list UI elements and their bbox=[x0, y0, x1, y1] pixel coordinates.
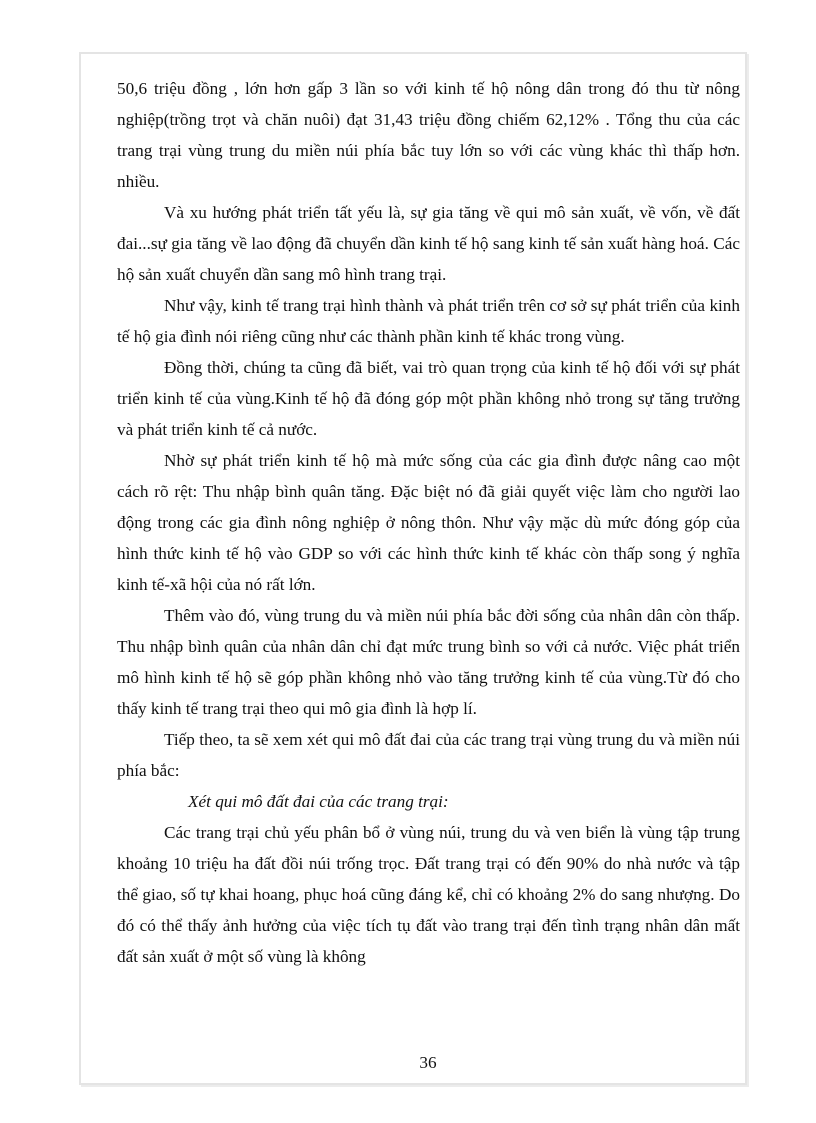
section-subheading: Xét qui mô đất đai của các trang trại: bbox=[188, 792, 449, 811]
paragraph-continued: 50,6 triệu đồng , lớn hơn gấp 3 lần so với kinh tế hộ nông dân trong đó thu từ nông nghiệp(trồng trọt và chăn nuôi) đạt 31,43 triệu đồng chiếm 62,12% . Tổng thu của các trang trại vùng trung du miền núi phía bắc tuy lớn so với các vùng khác thì thấp hơn. nhiều. bbox=[117, 79, 740, 191]
page-body bbox=[117, 73, 740, 972]
paragraph: Và xu hướng phát triển tất yếu là, sự gia tăng về qui mô sản xuất, về vốn, về đất đai...sự gia tăng về lao động đã chuyển dần kinh tế hộ sang kinh tế sản xuất hàng hoá. Các hộ sản xuất chuyển dần sang mô hình trang trại. bbox=[117, 203, 740, 284]
paragraph: Các trang trại chủ yếu phân bổ ở vùng núi, trung du và ven biển là vùng tập trung khoảng 10 triệu ha đất đồi núi trống trọc. Đất trang trại có đến 90% do nhà nước và tập thể giao, số tự khai hoang, phục hoá cũng đáng kể, chỉ có khoảng 2% do sang nhượng. Do đó có thể thấy ảnh hưởng của việc tích tụ đất vào trang trại đến tình trạng nhân dân mất đất sản xuất ở một số vùng là không bbox=[117, 823, 740, 966]
paragraph: Như vậy, kinh tế trang trại hình thành và phát triển trên cơ sở sự phát triển của kinh tế hộ gia đình nói riêng cũng như các thành phần kinh tế khác trong vùng. bbox=[117, 296, 740, 346]
page-number: 36 bbox=[419, 1053, 437, 1072]
paragraph: Nhờ sự phát triển kinh tế hộ mà mức sống của các gia đình được nâng cao một cách rõ rệt: Thu nhập bình quân tăng. Đặc biệt nó đã giải quyết việc làm cho người lao động trong các gia đình nông nghiệp ở nông thôn. Như vậy mặc dù mức đóng góp của hình thức kinh tế hộ vào GDP so với các hình thức kinh tế khác còn thấp song ý nghĩa kinh tế-xã hội của nó rất lớn. bbox=[117, 451, 740, 594]
paragraph: Đồng thời, chúng ta cũng đã biết, vai trò quan trọng của kinh tế hộ đối với sự phát triển kinh tế của vùng.Kinh tế hộ đã đóng góp một phần không nhỏ trong sự tăng trưởng và phát triển kinh tế cả nước. bbox=[117, 358, 740, 439]
paragraph: Thêm vào đó, vùng trung du và miền núi phía bắc đời sống của nhân dân còn thấp. Thu nhập bình quân của nhân dân chỉ đạt mức trung bình so với cả nước. Việc phát triển mô hình kinh tế hộ sẽ góp phần không nhỏ vào tăng trưởng kinh tế của vùng.Từ đó cho thấy kinh tế trang trại theo qui mô gia đình là hợp lí. bbox=[117, 606, 740, 718]
paragraph: Tiếp theo, ta sẽ xem xét qui mô đất đai của các trang trại vùng trung du và miền núi phía bắc: bbox=[117, 730, 740, 780]
